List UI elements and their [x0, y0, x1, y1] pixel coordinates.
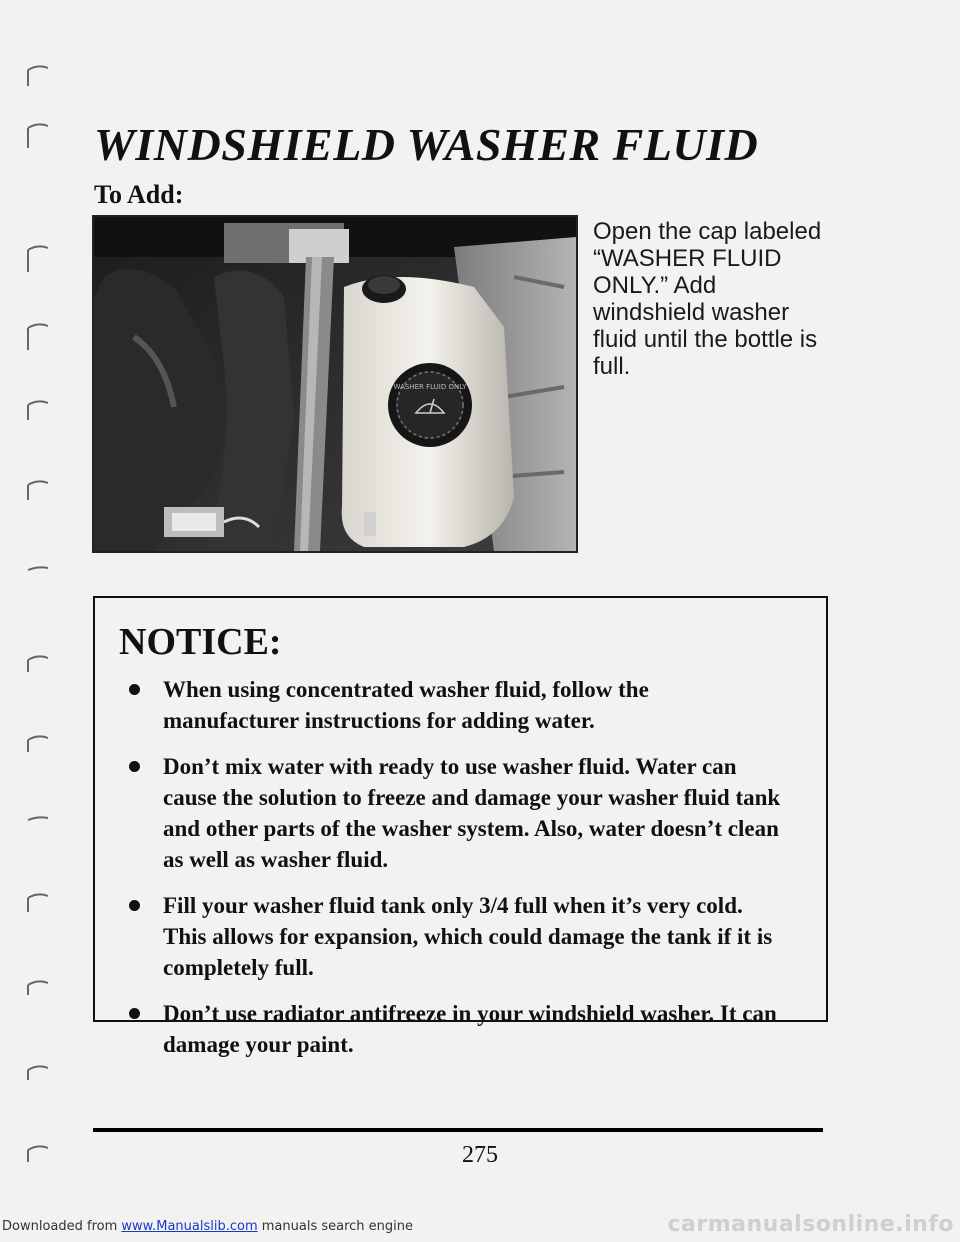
cap-label-text: WASHER FLUID ONLY: [393, 383, 467, 391]
footer-rule: [93, 1128, 823, 1132]
bullet-dot-icon: [129, 761, 140, 772]
subheading-to-add: To Add:: [94, 180, 184, 209]
page-title: WINDSHIELD WASHER FLUID: [94, 119, 759, 170]
notice-list: [119, 674, 826, 1060]
notice-box: [93, 596, 828, 1057]
notice-item-text: When using concentrated washer fluid, follow the manufacturer instructions for adding water.: [163, 677, 649, 733]
source-line: [2, 1219, 413, 1234]
notice-item: [119, 998, 783, 1060]
notice-item: [119, 674, 783, 736]
washer-fluid-cap: [388, 363, 472, 447]
washer-reservoir-photo: [92, 215, 578, 553]
bullet-dot-icon: [129, 684, 140, 695]
bullet-dot-icon: [129, 1008, 140, 1019]
manualslib-link[interactable]: www.Manualslib.com: [121, 1219, 258, 1234]
page-number: 275: [462, 1142, 498, 1168]
notice-item-text: Don’t mix water with ready to use washer fluid. Water can cause the solution to freeze and damage your washer fluid tank and other parts of the washer system. Also, water doesn’t clean as well as washer fluid.: [163, 754, 781, 872]
watermark-text: carmanualsonline.info: [667, 1212, 954, 1237]
notice-title: NOTICE:: [119, 621, 282, 663]
bullet-dot-icon: [129, 900, 140, 911]
notice-item: [119, 751, 783, 875]
source-prefix: Downloaded from: [2, 1219, 122, 1234]
source-suffix: manuals search engine: [257, 1219, 414, 1234]
notice-item-text: Don’t use radiator antifreeze in your windshield washer. It can damage your paint.: [163, 1001, 777, 1057]
instruction-paragraph: Open the cap labeled “WASHER FLUID ONLY.” Add windshield washer fluid until the bottle is full.: [593, 218, 822, 380]
notice-item: [119, 890, 783, 983]
margin-marks: [0, 0, 80, 1242]
notice-item-text: Fill your washer fluid tank only 3/4 full when it’s very cold. This allows for expansion, which could damage the tank if it is completely full.: [163, 893, 773, 980]
